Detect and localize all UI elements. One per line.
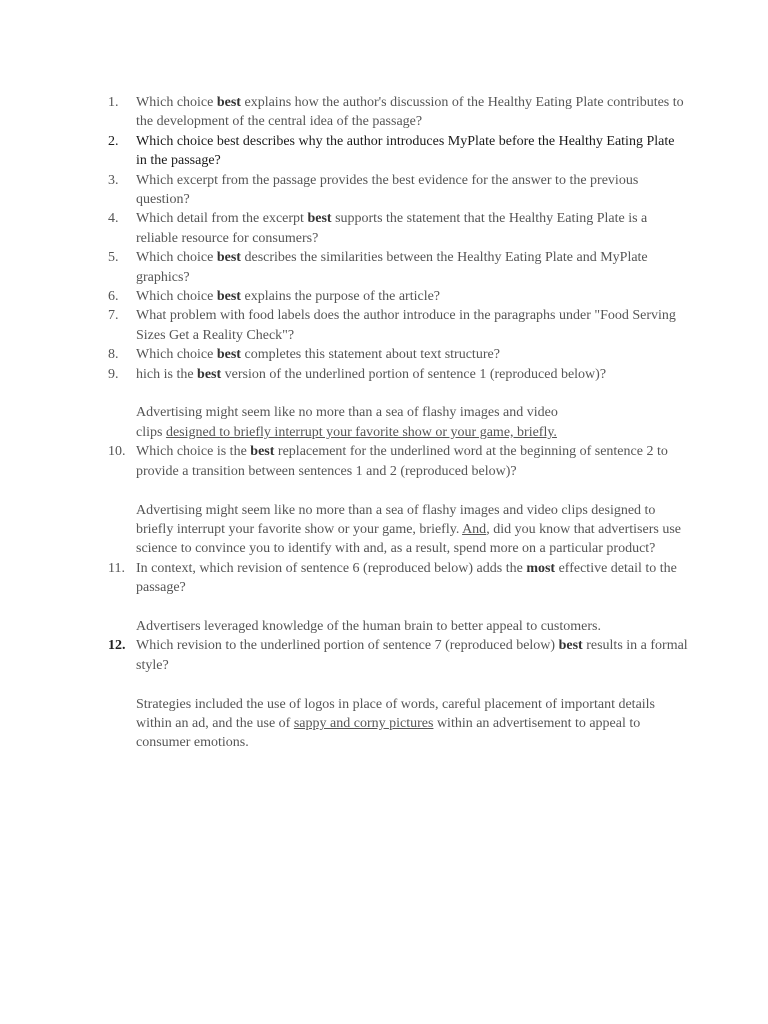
question-prompt bbox=[136, 442, 688, 481]
question-number: 7. bbox=[108, 308, 119, 324]
passage-text: Advertising might seem like no more than a sea of flashy images and video clips designed to briefly interrupt your favorite show or your game, briefly. bbox=[136, 502, 656, 537]
question-number: 6. bbox=[108, 289, 119, 305]
quoted-passage bbox=[136, 695, 688, 753]
bold-keyword: best bbox=[307, 211, 332, 227]
bold-keyword: best bbox=[250, 444, 275, 460]
question-text bbox=[136, 636, 688, 752]
question-text-part: Which choice is the bbox=[136, 444, 251, 460]
question-item bbox=[108, 93, 688, 132]
question-number: 2. bbox=[108, 133, 119, 149]
passage-text: clips bbox=[136, 424, 166, 440]
quoted-passage bbox=[136, 501, 688, 559]
question-number: 8. bbox=[108, 347, 119, 363]
bold-keyword: best bbox=[558, 638, 583, 654]
question-number: 5. bbox=[108, 250, 119, 266]
question-text-part: In context, which revision of sentence 6 (reproduced below) adds the bbox=[136, 560, 527, 576]
question-text-part: Which revision to the underlined portion of sentence 7 (reproduced below) bbox=[136, 638, 559, 654]
question-text bbox=[136, 248, 688, 287]
question-item bbox=[108, 248, 688, 287]
question-item bbox=[108, 365, 688, 443]
question-text-part: explains how the author's discussion of the Healthy Eating Plate contributes to the development of the central idea of the passage? bbox=[136, 95, 684, 130]
question-text: Which excerpt from the passage provides the best evidence for the answer to the previous question? bbox=[136, 172, 639, 208]
question-text bbox=[136, 559, 688, 637]
question-item bbox=[108, 636, 688, 752]
bold-keyword: most bbox=[526, 560, 556, 576]
question-text-part: version of the underlined portion of sentence 1 (reproduced below)? bbox=[221, 366, 607, 382]
question-text-part: explains the purpose of the article? bbox=[240, 289, 441, 305]
passage-text: Strategies included the use of logos in place of words, careful placement of important details within an ad, and the use of bbox=[136, 696, 656, 731]
question-item bbox=[108, 171, 688, 210]
question-number: 12. bbox=[108, 638, 126, 654]
question-text-part: Which choice bbox=[136, 95, 217, 110]
underlined-portion: designed to briefly interrupt your favorite show or your game, briefly. bbox=[165, 424, 557, 440]
passage-line: Advertising might seem like no more than a sea of flashy images and video bbox=[136, 405, 558, 421]
bold-keyword: best bbox=[216, 289, 241, 305]
question-list bbox=[108, 93, 688, 753]
bold-keyword: best bbox=[216, 95, 241, 110]
question-number: 1. bbox=[108, 95, 119, 110]
question-text-part: describes the similarities between the Healthy Eating Plate and MyPlate graphics? bbox=[136, 250, 648, 285]
bold-keyword: best bbox=[216, 250, 241, 266]
bold-keyword: best bbox=[197, 366, 222, 382]
quoted-passage bbox=[136, 403, 688, 442]
question-text bbox=[136, 209, 688, 248]
question-text: What problem with food labels does the author introduce in the paragraphs under "Food Serving Sizes Get a Reality Check"? bbox=[136, 308, 676, 343]
passage-line bbox=[136, 423, 688, 442]
question-text-part: Which choice bbox=[136, 347, 217, 363]
question-text bbox=[136, 287, 688, 306]
question-text-part: replacement for the underlined word at the beginning of sentence 2 to provide a transition between sentences 1 and 2 (reproduced below)? bbox=[136, 444, 668, 479]
question-prompt bbox=[136, 636, 688, 675]
question-number: 9. bbox=[108, 366, 119, 382]
question-text-part: completes this statement about text structure? bbox=[240, 347, 500, 363]
question-item bbox=[108, 345, 688, 364]
question-item bbox=[108, 209, 688, 248]
underlined-word: And bbox=[462, 521, 487, 537]
question-text: Which choice best describes why the author introduces MyPlate before the Healthy Eating Plate in the passage? bbox=[136, 133, 675, 169]
question-text-part: effective detail to the passage? bbox=[136, 560, 677, 596]
underlined-portion: sappy and corny pictures bbox=[293, 715, 434, 731]
question-text bbox=[136, 365, 688, 443]
question-item bbox=[108, 559, 688, 637]
passage-text: , did you know that advertisers use science to convince you to identify with and, as a result, spend more on a particular product? bbox=[136, 521, 681, 557]
question-number: 3. bbox=[108, 172, 119, 188]
question-prompt bbox=[136, 559, 688, 598]
question-text bbox=[136, 93, 688, 132]
quoted-passage: Advertisers leveraged knowledge of the human brain to better appeal to customers. bbox=[136, 618, 601, 634]
question-number: 11. bbox=[108, 560, 125, 576]
question-text bbox=[136, 442, 688, 558]
question-text-part: hich is the bbox=[136, 366, 198, 382]
question-prompt bbox=[136, 365, 688, 384]
question-item bbox=[108, 132, 688, 171]
question-text bbox=[136, 345, 688, 364]
question-text-part: Which detail from the excerpt bbox=[136, 211, 308, 227]
question-item bbox=[108, 306, 688, 345]
question-item bbox=[108, 442, 688, 558]
question-text-part: supports the statement that the Healthy Eating Plate is a reliable resource for consumers? bbox=[136, 211, 648, 246]
bold-keyword: best bbox=[216, 347, 241, 363]
question-text-part: results in a formal style? bbox=[136, 638, 688, 673]
question-number: 10. bbox=[108, 444, 126, 460]
question-text-part: Which choice bbox=[136, 250, 217, 266]
question-number: 4. bbox=[108, 211, 119, 227]
passage-text: within an advertisement to appeal to consumer emotions. bbox=[136, 715, 641, 751]
question-text-part: Which choice bbox=[136, 289, 217, 305]
question-item bbox=[108, 287, 688, 306]
